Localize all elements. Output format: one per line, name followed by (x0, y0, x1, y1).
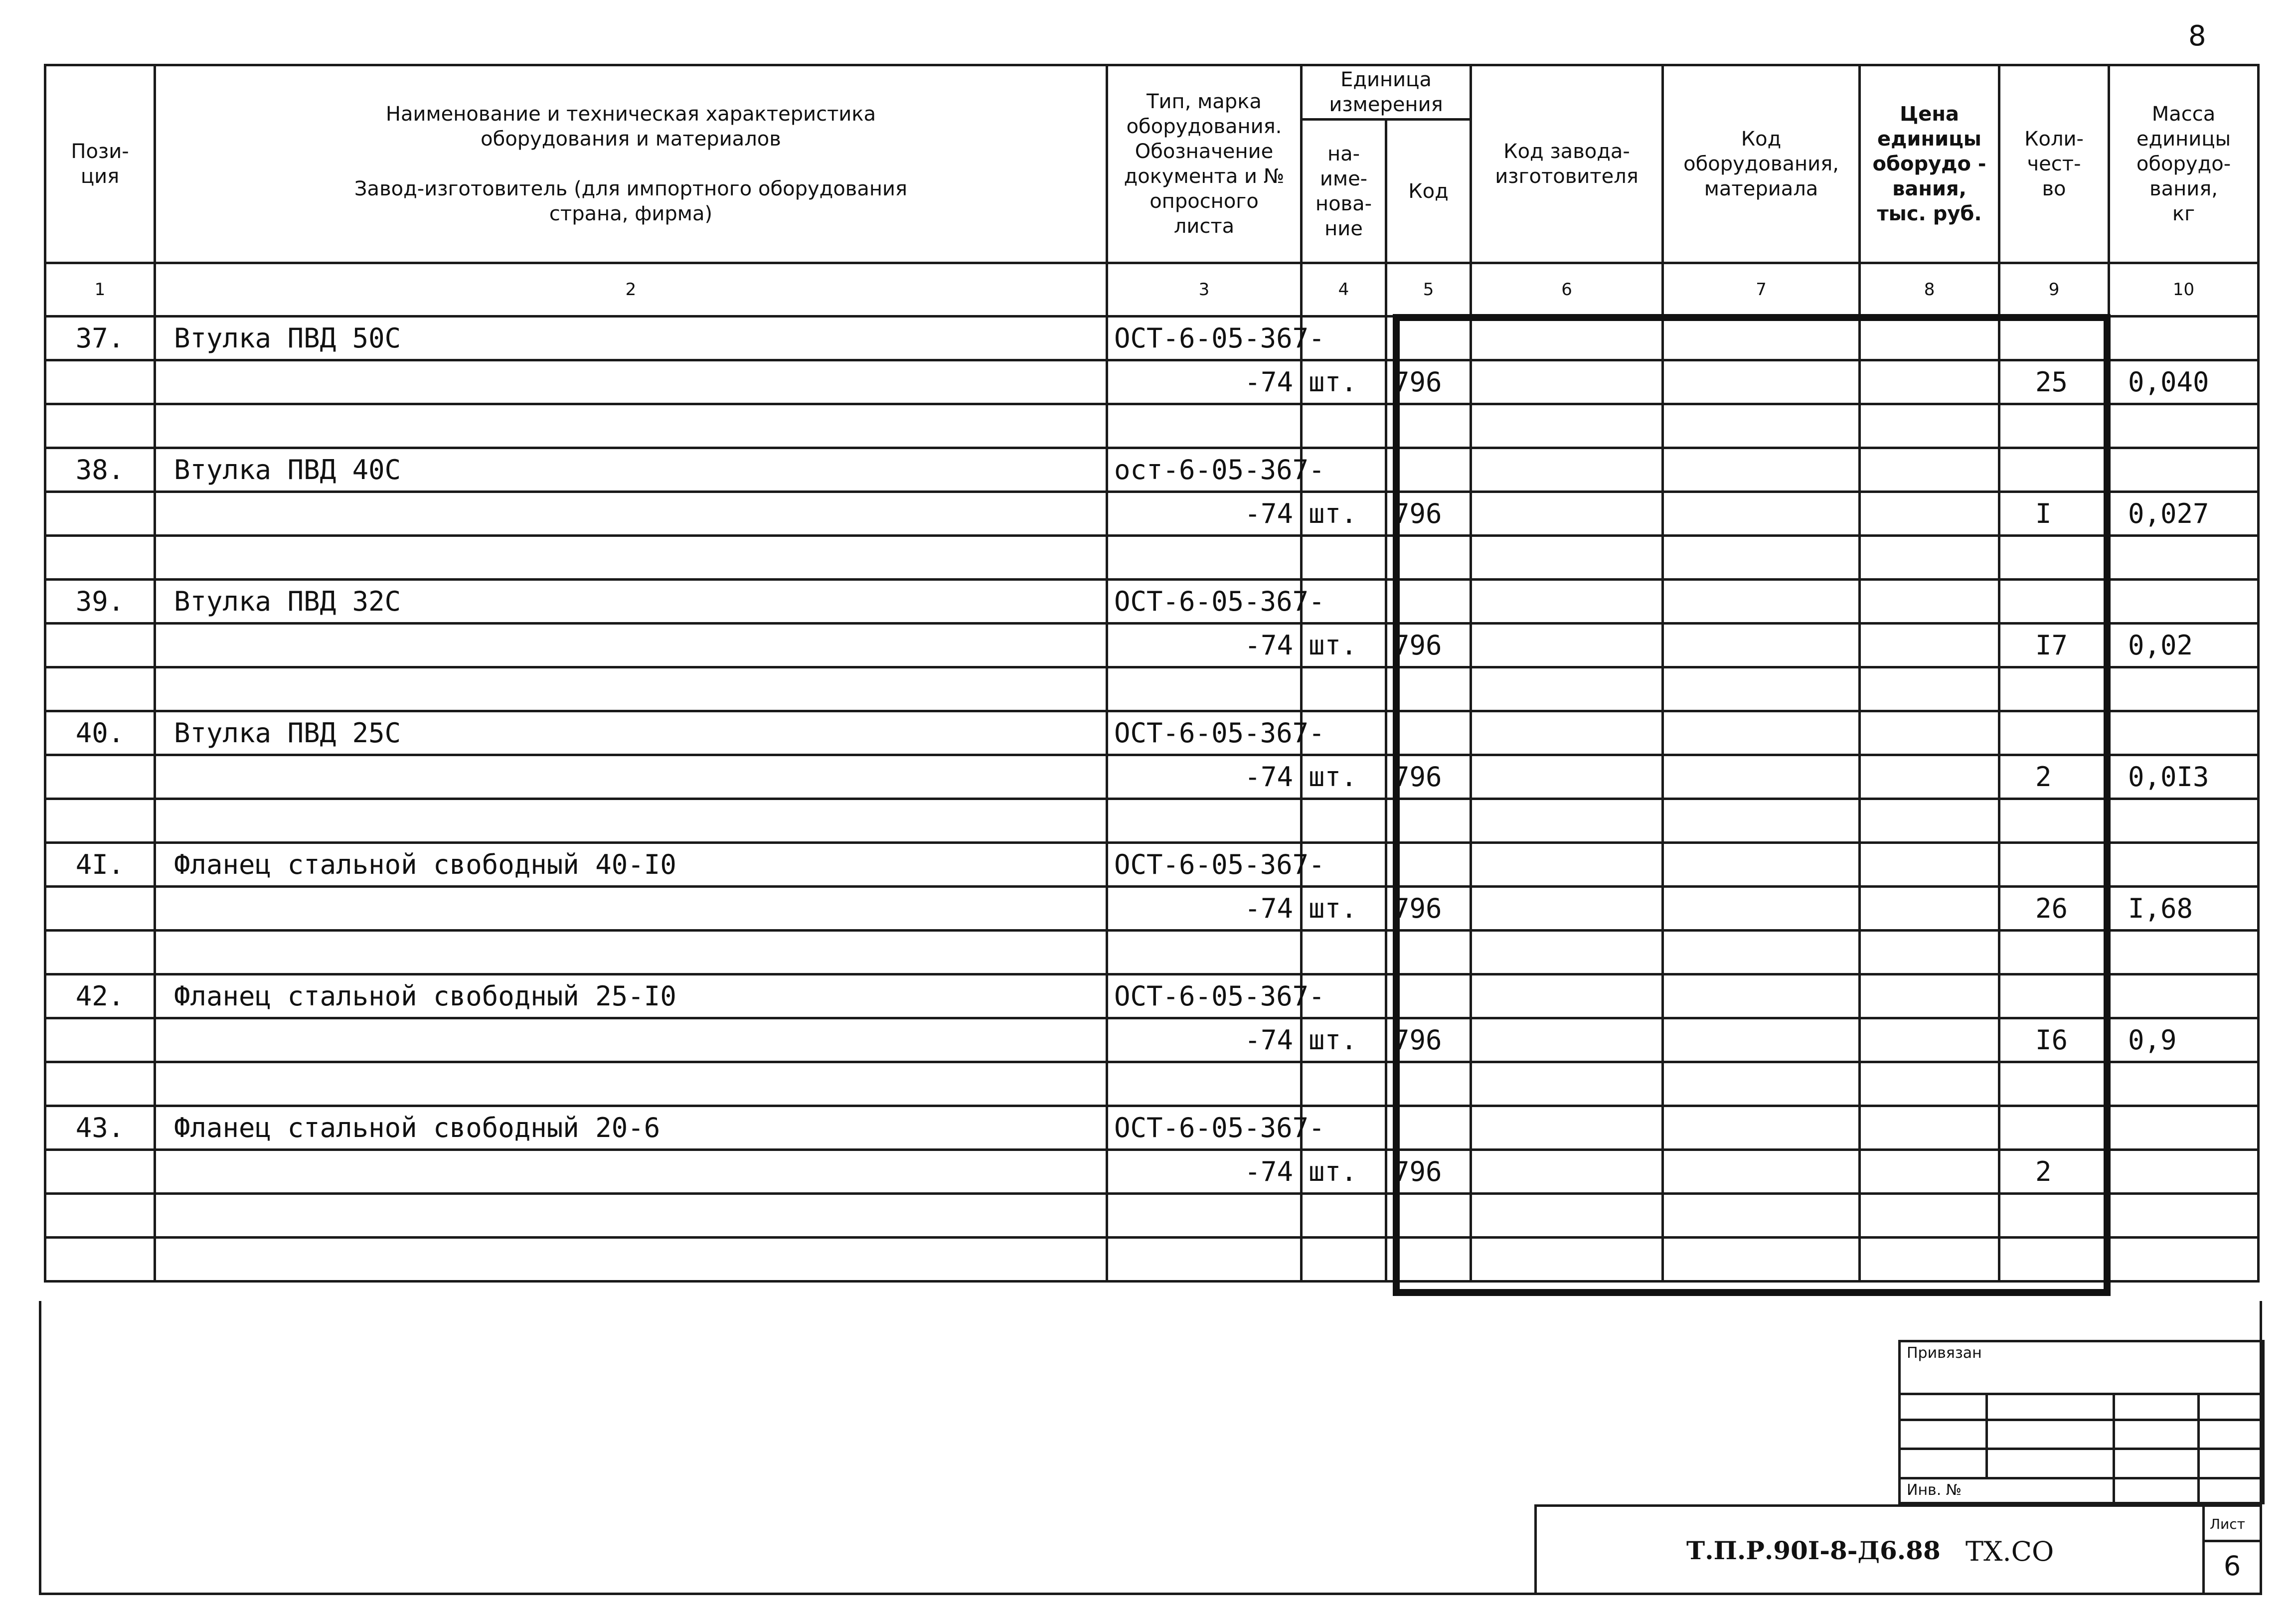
empty-cell (45, 404, 155, 448)
empty-cell (45, 1194, 155, 1238)
item-unit-code: 796 (1386, 360, 1471, 404)
empty-cell (1999, 799, 2109, 843)
empty-cell (1107, 1238, 1302, 1282)
empty-cell (1471, 755, 1663, 799)
empty-cell (1386, 931, 1471, 974)
item-quantity: 25 (1999, 360, 2109, 404)
column-number: 6 (1471, 263, 1663, 317)
item-row-continued (45, 1018, 2259, 1062)
empty-cell (1471, 799, 1663, 843)
empty-cell (1471, 404, 1663, 448)
empty-cell (155, 667, 1107, 711)
item-position: 42. (45, 974, 155, 1018)
empty-cell (155, 492, 1107, 536)
page-number: 8 (2188, 20, 2206, 52)
item-row-continued (45, 755, 2259, 799)
empty-cell (155, 887, 1107, 931)
empty-cell (1663, 1238, 1860, 1282)
empty-cell (155, 404, 1107, 448)
item-row-continued (45, 360, 2259, 404)
empty-cell (1471, 887, 1663, 931)
column-number: 2 (155, 263, 1107, 317)
blank-row (45, 1194, 2259, 1238)
header-type: Тип, марка оборудования. Обозначение документа и № опросного листа (1107, 65, 1302, 263)
item-position: 39. (45, 580, 155, 624)
empty-cell (1471, 1062, 1663, 1106)
empty-cell (45, 755, 155, 799)
column-number: 9 (1999, 263, 2109, 317)
empty-cell (2109, 1238, 2259, 1282)
empty-cell (1663, 317, 1860, 360)
item-mass: 0,9 (2109, 1018, 2259, 1062)
empty-cell (1471, 974, 1663, 1018)
empty-cell (2109, 448, 2259, 492)
empty-cell (1386, 667, 1471, 711)
header-equip-code: Код оборудования, материала (1663, 65, 1860, 263)
empty-cell (1663, 1150, 1860, 1194)
specification-table (44, 64, 2260, 1283)
sheet-label: Лист (2210, 1516, 2245, 1532)
column-number-row (45, 263, 2259, 317)
document-suffix: ТХ.СО (1966, 1536, 2054, 1567)
empty-cell (1107, 931, 1302, 974)
empty-cell (1386, 1062, 1471, 1106)
empty-cell (1386, 404, 1471, 448)
empty-cell (1999, 404, 2109, 448)
empty-cell (1860, 843, 1999, 887)
empty-cell (155, 931, 1107, 974)
header-unit-name: на- име- нова- ние (1302, 120, 1386, 263)
empty-cell (1860, 317, 1999, 360)
item-document-cont: -74 (1107, 624, 1302, 667)
item-quantity: 2 (1999, 755, 2109, 799)
item-mass: 0,02 (2109, 624, 2259, 667)
empty-cell (1386, 1106, 1471, 1150)
item-row (45, 1106, 2259, 1150)
empty-cell (1302, 536, 1386, 580)
item-document-cont: -74 (1107, 1018, 1302, 1062)
sheet-cell (2202, 1507, 2260, 1593)
empty-cell (1471, 580, 1663, 624)
empty-cell (45, 1018, 155, 1062)
empty-cell (1860, 974, 1999, 1018)
header-price: Цена единицы оборудо - вания, тыс. руб. (1860, 65, 1999, 263)
item-row-continued (45, 887, 2259, 931)
item-document: ОСТ-6-05-367- (1107, 1106, 1302, 1150)
item-row (45, 843, 2259, 887)
empty-cell (1860, 1150, 1999, 1194)
empty-cell (1860, 448, 1999, 492)
empty-cell (2109, 974, 2259, 1018)
empty-cell (1663, 755, 1860, 799)
empty-cell (1860, 887, 1999, 931)
empty-cell (45, 360, 155, 404)
header-qty: Коли- чест- во (1999, 65, 2109, 263)
empty-cell (1386, 317, 1471, 360)
empty-cell (1999, 1106, 2109, 1150)
item-document: ОСТ-6-05-367- (1107, 711, 1302, 755)
empty-cell (1386, 1194, 1471, 1238)
item-name: Втулка ПВД 40С (155, 448, 1107, 492)
item-document-cont: -74 (1107, 887, 1302, 931)
empty-cell (1860, 711, 1999, 755)
empty-cell (1663, 931, 1860, 974)
empty-cell (2109, 317, 2259, 360)
empty-cell (1471, 711, 1663, 755)
empty-cell (2109, 667, 2259, 711)
empty-cell (1860, 931, 1999, 974)
empty-cell (1471, 317, 1663, 360)
empty-cell (1471, 360, 1663, 404)
empty-cell (1663, 887, 1860, 931)
item-unit: шт. (1302, 1018, 1386, 1062)
empty-cell (45, 1238, 155, 1282)
empty-cell (2109, 580, 2259, 624)
item-position: 40. (45, 711, 155, 755)
empty-cell (1663, 404, 1860, 448)
item-name: Втулка ПВД 50С (155, 317, 1107, 360)
stamp-attached-label: Привязан (1900, 1341, 2264, 1394)
empty-cell (1999, 843, 2109, 887)
item-row (45, 974, 2259, 1018)
empty-cell (1386, 580, 1471, 624)
column-number: 3 (1107, 263, 1302, 317)
item-mass (2109, 1150, 2259, 1194)
empty-cell (155, 1194, 1107, 1238)
item-document: ОСТ-6-05-367- (1107, 580, 1302, 624)
item-quantity: I (1999, 492, 2109, 536)
empty-cell (45, 492, 155, 536)
item-quantity: 26 (1999, 887, 2109, 931)
header-row (45, 65, 2259, 120)
item-name: Фланец стальной свободный 25-I0 (155, 974, 1107, 1018)
empty-cell (155, 1062, 1107, 1106)
item-mass: 0,040 (2109, 360, 2259, 404)
empty-cell (1471, 1194, 1663, 1238)
item-row-continued (45, 492, 2259, 536)
empty-cell (1663, 667, 1860, 711)
empty-cell (1107, 667, 1302, 711)
empty-cell (1860, 580, 1999, 624)
empty-cell (155, 360, 1107, 404)
blank-row (45, 799, 2259, 843)
item-position: 38. (45, 448, 155, 492)
blank-row (45, 1062, 2259, 1106)
empty-cell (1663, 360, 1860, 404)
item-row-continued (45, 1150, 2259, 1194)
item-position: 37. (45, 317, 155, 360)
empty-cell (1663, 1018, 1860, 1062)
empty-cell (1663, 492, 1860, 536)
empty-cell (1302, 1238, 1386, 1282)
empty-cell (1860, 404, 1999, 448)
item-document: ост-6-05-367- (1107, 448, 1302, 492)
item-row (45, 317, 2259, 360)
empty-cell (1471, 1018, 1663, 1062)
empty-cell (1999, 931, 2109, 974)
item-row (45, 580, 2259, 624)
item-document: ОСТ-6-05-367- (1107, 317, 1302, 360)
empty-cell (1386, 843, 1471, 887)
item-document-cont: -74 (1107, 360, 1302, 404)
empty-cell (1471, 1238, 1663, 1282)
item-mass: I,68 (2109, 887, 2259, 931)
empty-cell (1999, 580, 2109, 624)
item-unit-code: 796 (1386, 755, 1471, 799)
item-unit: шт. (1302, 492, 1386, 536)
column-number: 7 (1663, 263, 1860, 317)
empty-cell (2109, 404, 2259, 448)
item-document: ОСТ-6-05-367- (1107, 843, 1302, 887)
empty-cell (1999, 536, 2109, 580)
empty-cell (155, 755, 1107, 799)
empty-cell (1860, 755, 1999, 799)
empty-cell (1107, 799, 1302, 843)
item-unit: шт. (1302, 624, 1386, 667)
empty-cell (1471, 1106, 1663, 1150)
empty-cell (1860, 799, 1999, 843)
item-document: ОСТ-6-05-367- (1107, 974, 1302, 1018)
item-document-cont: -74 (1107, 755, 1302, 799)
item-quantity: I7 (1999, 624, 2109, 667)
sheet-number: 6 (2205, 1540, 2260, 1592)
item-unit-code: 796 (1386, 1018, 1471, 1062)
empty-cell (1107, 536, 1302, 580)
item-unit: шт. (1302, 360, 1386, 404)
empty-cell (1302, 799, 1386, 843)
title-block (1534, 1504, 2262, 1595)
empty-cell (2109, 536, 2259, 580)
item-document-cont: -74 (1107, 1150, 1302, 1194)
empty-cell (2109, 1062, 2259, 1106)
item-quantity: I6 (1999, 1018, 2109, 1062)
empty-cell (1860, 1018, 1999, 1062)
item-row-continued (45, 624, 2259, 667)
empty-cell (1860, 1238, 1999, 1282)
empty-cell (1302, 404, 1386, 448)
item-name: Втулка ПВД 32С (155, 580, 1107, 624)
empty-cell (45, 536, 155, 580)
empty-cell (2109, 1106, 2259, 1150)
header-factory-code: Код завода- изготовителя (1471, 65, 1663, 263)
item-unit-code: 796 (1386, 492, 1471, 536)
empty-cell (45, 1150, 155, 1194)
empty-cell (45, 799, 155, 843)
empty-cell (1107, 404, 1302, 448)
item-quantity: 2 (1999, 1150, 2109, 1194)
empty-cell (155, 799, 1107, 843)
document-code: Т.П.Р.90I-8-Д6.88 (1686, 1536, 1941, 1565)
empty-cell (1860, 667, 1999, 711)
item-name: Фланец стальной свободный 40-I0 (155, 843, 1107, 887)
empty-cell (1663, 448, 1860, 492)
header-pos: Пози- ция (45, 65, 155, 263)
empty-cell (1860, 536, 1999, 580)
empty-cell (1663, 536, 1860, 580)
blank-row (45, 404, 2259, 448)
empty-cell (1471, 843, 1663, 887)
empty-cell (1999, 448, 2109, 492)
stamp-inv-label: Инв. № (1900, 1478, 2114, 1503)
header-unit-code: Код (1386, 120, 1471, 263)
empty-cell (1860, 1106, 1999, 1150)
blank-row (45, 1238, 2259, 1282)
empty-cell (1302, 931, 1386, 974)
empty-cell (2109, 711, 2259, 755)
empty-cell (1663, 580, 1860, 624)
empty-cell (1471, 492, 1663, 536)
empty-cell (155, 624, 1107, 667)
empty-cell (1860, 492, 1999, 536)
empty-cell (1107, 1062, 1302, 1106)
header-name: Наименование и техническая характеристика оборудования и материалов Завод-изготовитель (для импортного оборудования страна, фирма) (155, 65, 1107, 263)
empty-cell (1302, 667, 1386, 711)
empty-cell (1386, 448, 1471, 492)
item-name: Втулка ПВД 25С (155, 711, 1107, 755)
empty-cell (1471, 1150, 1663, 1194)
empty-cell (1471, 536, 1663, 580)
blank-row (45, 667, 2259, 711)
blank-row (45, 931, 2259, 974)
empty-cell (2109, 843, 2259, 887)
item-name: Фланец стальной свободный 20-6 (155, 1106, 1107, 1150)
empty-cell (1107, 1194, 1302, 1238)
empty-cell (155, 1018, 1107, 1062)
header-mass: Масса единицы оборудо- вания, кг (2109, 65, 2259, 263)
item-position: 43. (45, 1106, 155, 1150)
empty-cell (1471, 931, 1663, 974)
empty-cell (1999, 317, 2109, 360)
empty-cell (155, 1150, 1107, 1194)
empty-cell (1663, 1106, 1860, 1150)
empty-cell (1663, 624, 1860, 667)
empty-cell (1471, 448, 1663, 492)
column-number: 4 (1302, 263, 1386, 317)
empty-cell (1999, 1238, 2109, 1282)
item-unit-code: 796 (1386, 1150, 1471, 1194)
column-number: 1 (45, 263, 155, 317)
empty-cell (1386, 799, 1471, 843)
empty-cell (1999, 1062, 2109, 1106)
column-number: 8 (1860, 263, 1999, 317)
empty-cell (1860, 1062, 1999, 1106)
empty-cell (45, 667, 155, 711)
empty-cell (1302, 1062, 1386, 1106)
empty-cell (1999, 974, 2109, 1018)
empty-cell (45, 931, 155, 974)
approval-stamp (1898, 1340, 2265, 1504)
empty-cell (1663, 1194, 1860, 1238)
item-unit-code: 796 (1386, 887, 1471, 931)
empty-cell (1860, 1194, 1999, 1238)
empty-cell (1386, 974, 1471, 1018)
empty-cell (1471, 624, 1663, 667)
column-number: 10 (2109, 263, 2259, 317)
empty-cell (1999, 711, 2109, 755)
empty-cell (1663, 843, 1860, 887)
item-mass: 0,0I3 (2109, 755, 2259, 799)
item-unit-code: 796 (1386, 624, 1471, 667)
item-row (45, 711, 2259, 755)
empty-cell (2109, 1194, 2259, 1238)
empty-cell (2109, 799, 2259, 843)
empty-cell (1860, 624, 1999, 667)
empty-cell (1999, 667, 2109, 711)
item-unit: шт. (1302, 755, 1386, 799)
empty-cell (1860, 360, 1999, 404)
empty-cell (1386, 536, 1471, 580)
blank-row (45, 536, 2259, 580)
empty-cell (1999, 1194, 2109, 1238)
empty-cell (1302, 1194, 1386, 1238)
item-document-cont: -74 (1107, 492, 1302, 536)
column-number: 5 (1386, 263, 1471, 317)
empty-cell (1663, 1062, 1860, 1106)
empty-cell (1386, 711, 1471, 755)
header-unit-group: Единица измерения (1302, 65, 1471, 120)
empty-cell (2109, 931, 2259, 974)
item-position: 4I. (45, 843, 155, 887)
empty-cell (45, 624, 155, 667)
empty-cell (45, 887, 155, 931)
item-unit: шт. (1302, 887, 1386, 931)
empty-cell (1663, 974, 1860, 1018)
empty-cell (1386, 1238, 1471, 1282)
empty-cell (155, 536, 1107, 580)
empty-cell (1471, 667, 1663, 711)
empty-cell (1663, 711, 1860, 755)
item-mass: 0,027 (2109, 492, 2259, 536)
empty-cell (155, 1238, 1107, 1282)
empty-cell (45, 1062, 155, 1106)
empty-cell (1663, 799, 1860, 843)
item-row (45, 448, 2259, 492)
item-unit: шт. (1302, 1150, 1386, 1194)
